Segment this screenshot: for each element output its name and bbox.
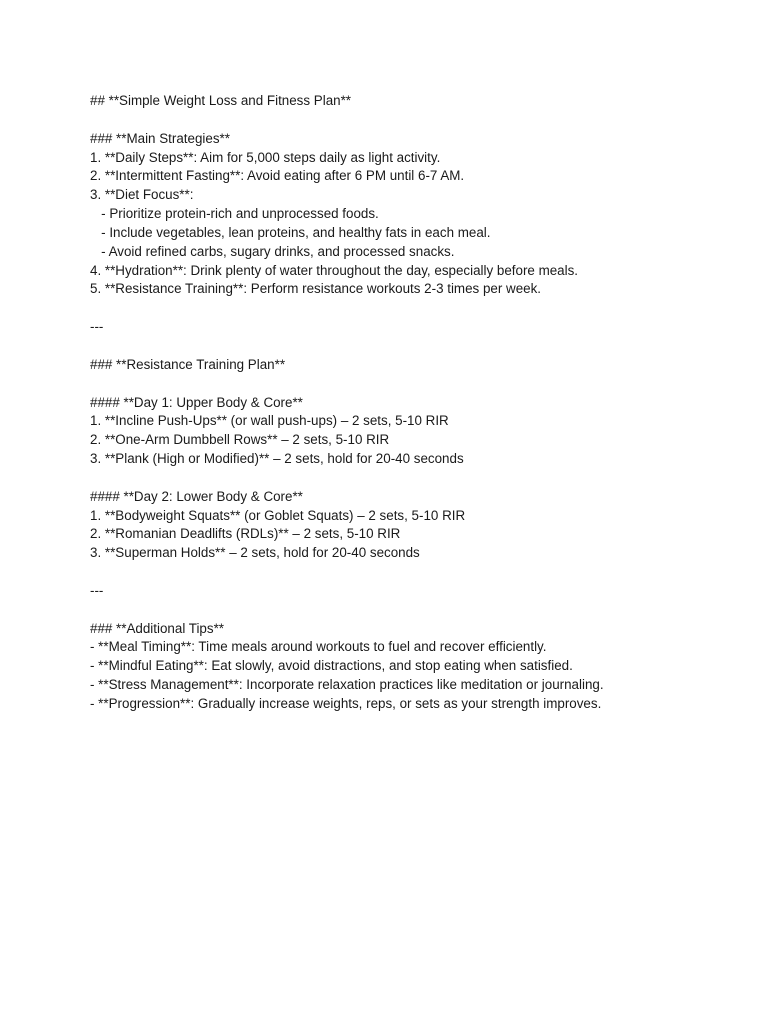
blank-line — [90, 111, 730, 130]
list-item: 3. **Plank (High or Modified)** – 2 sets, hold for 20-40 seconds — [90, 451, 464, 467]
blank-line — [90, 299, 730, 318]
section-heading-resistance-training: ### **Resistance Training Plan** — [90, 356, 286, 372]
section-heading-additional-tips: ### **Additional Tips** — [90, 620, 224, 636]
sub-list-item: - Prioritize protein-rich and unprocessed foods. — [90, 206, 379, 222]
blank-line — [90, 601, 730, 620]
list-item: - **Progression**: Gradually increase weights, reps, or sets as your strength improves. — [90, 696, 602, 711]
blank-line — [90, 469, 730, 488]
list-item: 2. **Intermittent Fasting**: Avoid eating after 6 PM until 6-7 AM. — [90, 168, 465, 184]
list-item: 2. **Romanian Deadlifts (RDLs)** – 2 sets, 5-10 RIR — [90, 526, 401, 542]
sub-list-item: - Avoid refined carbs, sugary drinks, and processed snacks. — [90, 243, 455, 259]
document-text — [90, 92, 730, 714]
list-item: 1. **Daily Steps**: Aim for 5,000 steps daily as light activity. — [90, 149, 441, 165]
list-item: - **Meal Timing**: Time meals around workouts to fuel and recover efficiently. — [90, 639, 547, 655]
list-item: 1. **Bodyweight Squats** (or Goblet Squats) – 2 sets, 5-10 RIR — [90, 507, 466, 523]
list-item: - **Stress Management**: Incorporate relaxation practices like meditation or journaling. — [90, 677, 604, 693]
list-item: 1. **Incline Push-Ups** (or wall push-ups) – 2 sets, 5-10 RIR — [90, 413, 449, 429]
list-item: 3. **Diet Focus**: — [90, 187, 194, 203]
list-item: 4. **Hydration**: Drink plenty of water throughout the day, especially before meals. — [90, 262, 579, 278]
subsection-heading-day-1: #### **Day 1: Upper Body & Core** — [90, 394, 303, 410]
sub-list-item: - Include vegetables, lean proteins, and healthy fats in each meal. — [90, 224, 491, 240]
list-item: 3. **Superman Holds** – 2 sets, hold for 20-40 seconds — [90, 545, 420, 561]
horizontal-rule: --- — [90, 319, 104, 335]
blank-line — [90, 337, 730, 356]
subsection-heading-day-2: #### **Day 2: Lower Body & Core** — [90, 488, 303, 504]
list-item: 5. **Resistance Training**: Perform resistance workouts 2-3 times per week. — [90, 281, 542, 297]
blank-line — [90, 563, 730, 582]
section-heading-main-strategies: ### **Main Strategies** — [90, 130, 230, 146]
list-item: - **Mindful Eating**: Eat slowly, avoid distractions, and stop eating when satisfied. — [90, 658, 573, 674]
doc-title: ## **Simple Weight Loss and Fitness Plan** — [90, 93, 352, 108]
list-item: 2. **One-Arm Dumbbell Rows** – 2 sets, 5-10 RIR — [90, 432, 390, 448]
horizontal-rule: --- — [90, 582, 104, 598]
blank-line — [90, 375, 730, 394]
